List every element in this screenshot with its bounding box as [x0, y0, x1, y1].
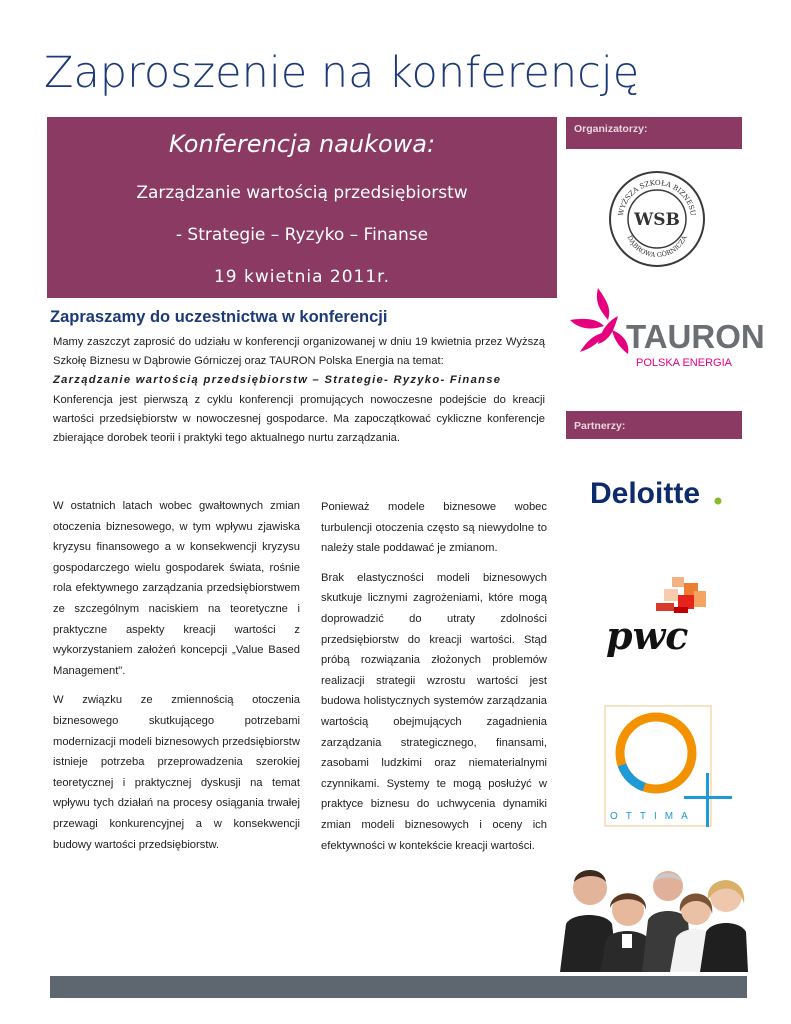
business-team-photo [560, 848, 748, 972]
pwc-logo [604, 575, 714, 660]
left-column [53, 496, 300, 864]
left-paragraph-1: W ostatnich latach wobec gwałtownych zmian otoczenia biznesowego, w tym wpływu zjawiska kryzysu finansowego a w konsekwencji kryzysu gospodarczego wielu gospodarek świata, rośnie rola efektywnego zarządzania przedsiębiorstwem ze szczególnym naciskiem na teoretyczne i praktyczne aspekty kreacji wartości z wykorzystaniem założeń koncepcji „Value Based Management". [53, 500, 300, 677]
deloitte-green-dot [715, 498, 722, 505]
intro-text [53, 333, 545, 448]
tauron-logo [568, 286, 765, 370]
pwc-wordmark: pwc [606, 613, 689, 658]
wsb-logo [607, 169, 707, 269]
right-paragraph-1: Ponieważ modele biznesowe wobec turbulencji otoczenia często są niewydolne to należy stale poddawać je zmianom. [321, 501, 547, 555]
intro-emphasis: Zarządzanie wartością przedsiębiorstw – Strategie- Ryzyko- Finanse [53, 374, 502, 387]
conference-banner [47, 117, 557, 298]
ottima-wordmark: OTTIMA [610, 811, 696, 822]
tauron-subtitle: POLSKA ENERGIA [636, 357, 732, 369]
right-column [321, 497, 547, 865]
wsb-ring-top-text: WYŻSZA SZKOŁA BIZNESU [617, 178, 697, 217]
partners-label: Partnerzy: [566, 411, 742, 439]
banner-conference-type: Konferencja naukowa: [168, 130, 436, 158]
right-paragraph-2: Brak elastyczności modeli biznesowych skutkuje licznymi zagrożeniami, które mogą doprowadzić do utraty zdolności przedsiębiorstw do kreacji wartości. Stąd próbą rozwiązania złożonych problemów realizacji strategii wzrostu wartości jest budowa holistycznych systemów zarządzania wartością obejmujących zagadnienia zarządzania strategicznego, finansami, zasobami ludzkimi oraz niematerialnymi czynnikami. Systemy te mogą posłużyć w praktyce biznesu do uchwycenia dynamiki zmian modeli biznesowych i oceny ich efektywności w kontekście kreacji wartości. [321, 571, 547, 852]
banner-date: 19 kwietnia 2011r. [213, 267, 391, 287]
wsb-mark: WSB [634, 210, 680, 230]
ottima-logo [604, 705, 734, 827]
intro-paragraph-1: Mamy zaszczyt zaprosić do udziału w konferencji organizowanej w dniu 19 kwietnia przez Wyższą Szkołę Biznesu w Dąbrowie Górniczej oraz TAURON Polska Energia na temat: [53, 336, 545, 368]
deloitte-logo [588, 472, 728, 512]
wsb-ring-bottom-text: DĄBROWA GÓRNICZA [625, 234, 689, 260]
left-paragraph-2: W związku ze zmiennością otoczenia biznesowego skutkującego potrzebami modernizacji modeli biznesowych przedsiębiorstw istnieje potrzeba przeprowadzenia szerokiej teoretycznej i praktycznej dyskusji na temat wpływu tych działań na procesy osiągania trwałej przewagi konkurencyjnej a w konsekwencji budowy wartości przedsiębiorstw. [53, 694, 300, 851]
banner-subtopic: - Strategie – Ryzyko – Finanse [175, 225, 429, 245]
intro-paragraph-2: Konferencja jest pierwszą z cyklu konferencji promujących nowoczesne podejście do kreacji wartości przedsiębiorstw w nowoczesnej gospodarce. Ma zapoczątkować cykliczne konferencje zbierające dorobek teorii i praktyki tego aktualnego nurtu zarządzania. [53, 393, 545, 445]
tauron-wordmark: TAURON [626, 318, 765, 355]
person-figure [700, 880, 748, 972]
pwc-blocks-icon [656, 577, 706, 613]
page-title: Zaproszenie na konferencję [44, 48, 640, 98]
ottima-ring-icon [620, 717, 692, 789]
organizers-label: Organizatorzy: [566, 117, 742, 149]
tauron-star-icon [570, 288, 628, 354]
section-heading: Zapraszamy do uczestnictwa w konferencji [50, 308, 388, 326]
footer-bar [50, 976, 747, 998]
deloitte-wordmark: Deloitte [590, 477, 701, 510]
banner-topic: Zarządzanie wartością przedsiębiorstw [136, 183, 468, 203]
